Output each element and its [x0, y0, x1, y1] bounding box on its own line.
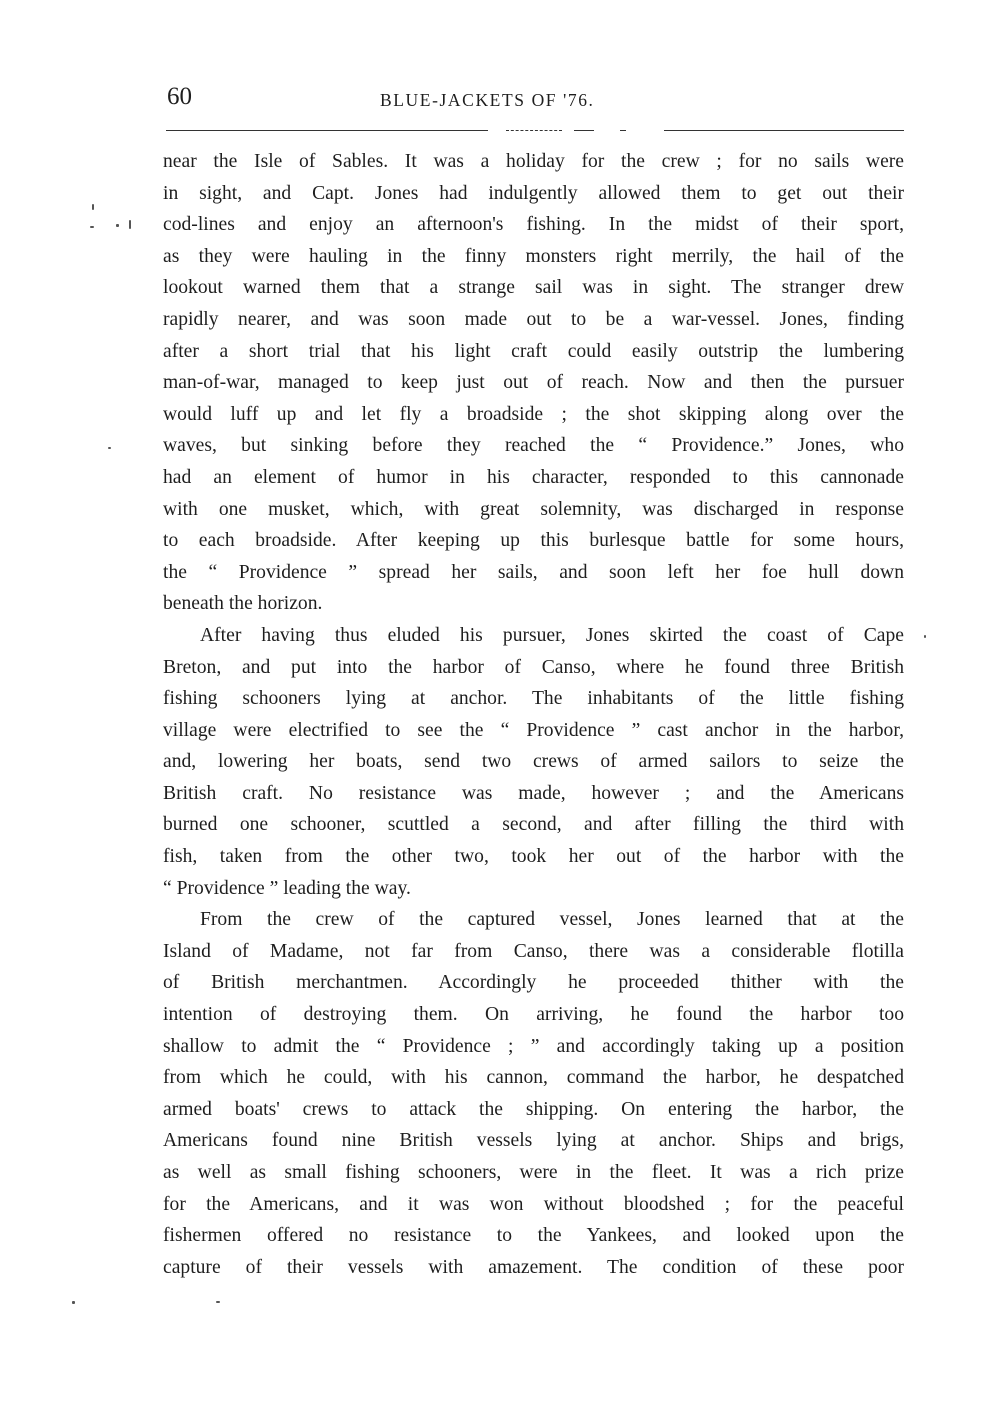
- text-line: burned one schooner, scuttled a second, and after filling the third with: [163, 814, 904, 836]
- paragraph: [163, 620, 904, 904]
- margin-speck: [116, 224, 119, 227]
- text-line: shallow to admit the “ Providence ; ” and accordingly taking up a position: [163, 1035, 904, 1057]
- paragraph: [163, 904, 904, 1283]
- text-line: as well as small fishing schooners, were in the fleet. It was a rich prize: [163, 1162, 904, 1183]
- text-line: after a short trial that his light craft could easily outstrip the lumbering: [163, 340, 904, 362]
- margin-speck: [108, 447, 111, 449]
- paragraph: [163, 146, 904, 620]
- text-line: waves, but sinking before they reached the “ Providence.” Jones, who: [163, 435, 904, 457]
- header-rule-segment: [664, 130, 904, 131]
- text-line: in sight, and Capt. Jones had indulgently allowed them to get out their: [163, 182, 904, 204]
- text-line: for the Americans, and it was won without bloodshed ; for the peaceful: [163, 1193, 904, 1215]
- margin-speck: [72, 1301, 75, 1304]
- text-line: Breton, and put into the harbor of Canso, where he found three British: [163, 656, 904, 678]
- text-line: to each broadside. After keeping up this burlesque battle for some hours,: [163, 530, 904, 552]
- header-rule-segment: [166, 130, 488, 131]
- text-line: armed boats' crews to attack the shipping. On entering the harbor, the: [163, 1098, 904, 1120]
- text-line: fish, taken from the other two, took her out of the harbor with the: [163, 846, 904, 868]
- header-rule-segment: [620, 130, 626, 131]
- text-line: From the crew of the captured vessel, Jones learned that at the: [200, 909, 904, 931]
- text-line: of British merchantmen. Accordingly he proceeded thither with the: [163, 972, 904, 994]
- text-line: capture of their vessels with amazement. The condition of these poor: [163, 1256, 904, 1278]
- text-line: from which he could, with his cannon, command the harbor, he despatched: [163, 1067, 904, 1089]
- text-line: cod-lines and enjoy an afternoon's fishing. In the midst of their sport,: [163, 214, 904, 236]
- text-line: Americans found nine British vessels lying at anchor. Ships and brigs,: [163, 1130, 904, 1152]
- page-number: 60: [167, 83, 192, 110]
- text-line: fishing schooners lying at anchor. The inhabitants of the little fishing: [163, 688, 904, 710]
- text-line: would luff up and let fly a broadside ; the shot skipping along over the: [163, 403, 904, 425]
- text-line: with one musket, which, with great solemnity, was discharged in response: [163, 498, 904, 520]
- margin-speck: [129, 220, 131, 229]
- header-rule-segment: [574, 130, 594, 131]
- text-line: had an element of humor in his character, responded to this cannonade: [163, 466, 904, 488]
- text-line: and, lowering her boats, send two crews of armed sailors to seize the: [163, 751, 904, 773]
- text-line: fishermen offered no resistance to the Yankees, and looked upon the: [163, 1225, 904, 1247]
- margin-speck: [216, 1301, 220, 1303]
- text-line: near the Isle of Sables. It was a holiday for the crew ; for no sails were: [163, 151, 904, 172]
- text-line: intention of destroying them. On arriving, he found the harbor too: [163, 1004, 904, 1026]
- text-line: beneath the horizon.: [163, 593, 323, 615]
- body-text: [163, 146, 904, 1283]
- text-line: “ Providence ” leading the way.: [163, 877, 411, 899]
- header-rule-segment: [506, 130, 562, 131]
- margin-speck: [90, 226, 94, 228]
- running-head: BLUE-JACKETS OF '76.: [380, 90, 595, 110]
- text-line: man-of-war, managed to keep just out of reach. Now and then the pursuer: [163, 372, 904, 394]
- text-line: rapidly nearer, and was soon made out to be a war-vessel. Jones, finding: [163, 308, 904, 330]
- text-line: lookout warned them that a strange sail was in sight. The stranger drew: [163, 277, 904, 299]
- text-line: After having thus eluded his pursuer, Jones skirted the coast of Cape: [200, 624, 904, 646]
- text-line: British craft. No resistance was made, however ; and the Americans: [163, 782, 904, 804]
- text-line: village were electrified to see the “ Providence ” cast anchor in the harbor,: [163, 719, 904, 741]
- margin-speck: [92, 204, 94, 210]
- text-line: the “ Providence ” spread her sails, and soon left her foe hull down: [163, 561, 904, 583]
- margin-speck: [924, 635, 926, 638]
- text-line: Island of Madame, not far from Canso, there was a considerable flotilla: [163, 940, 904, 962]
- text-line: as they were hauling in the finny monsters right merrily, the hail of the: [163, 245, 904, 267]
